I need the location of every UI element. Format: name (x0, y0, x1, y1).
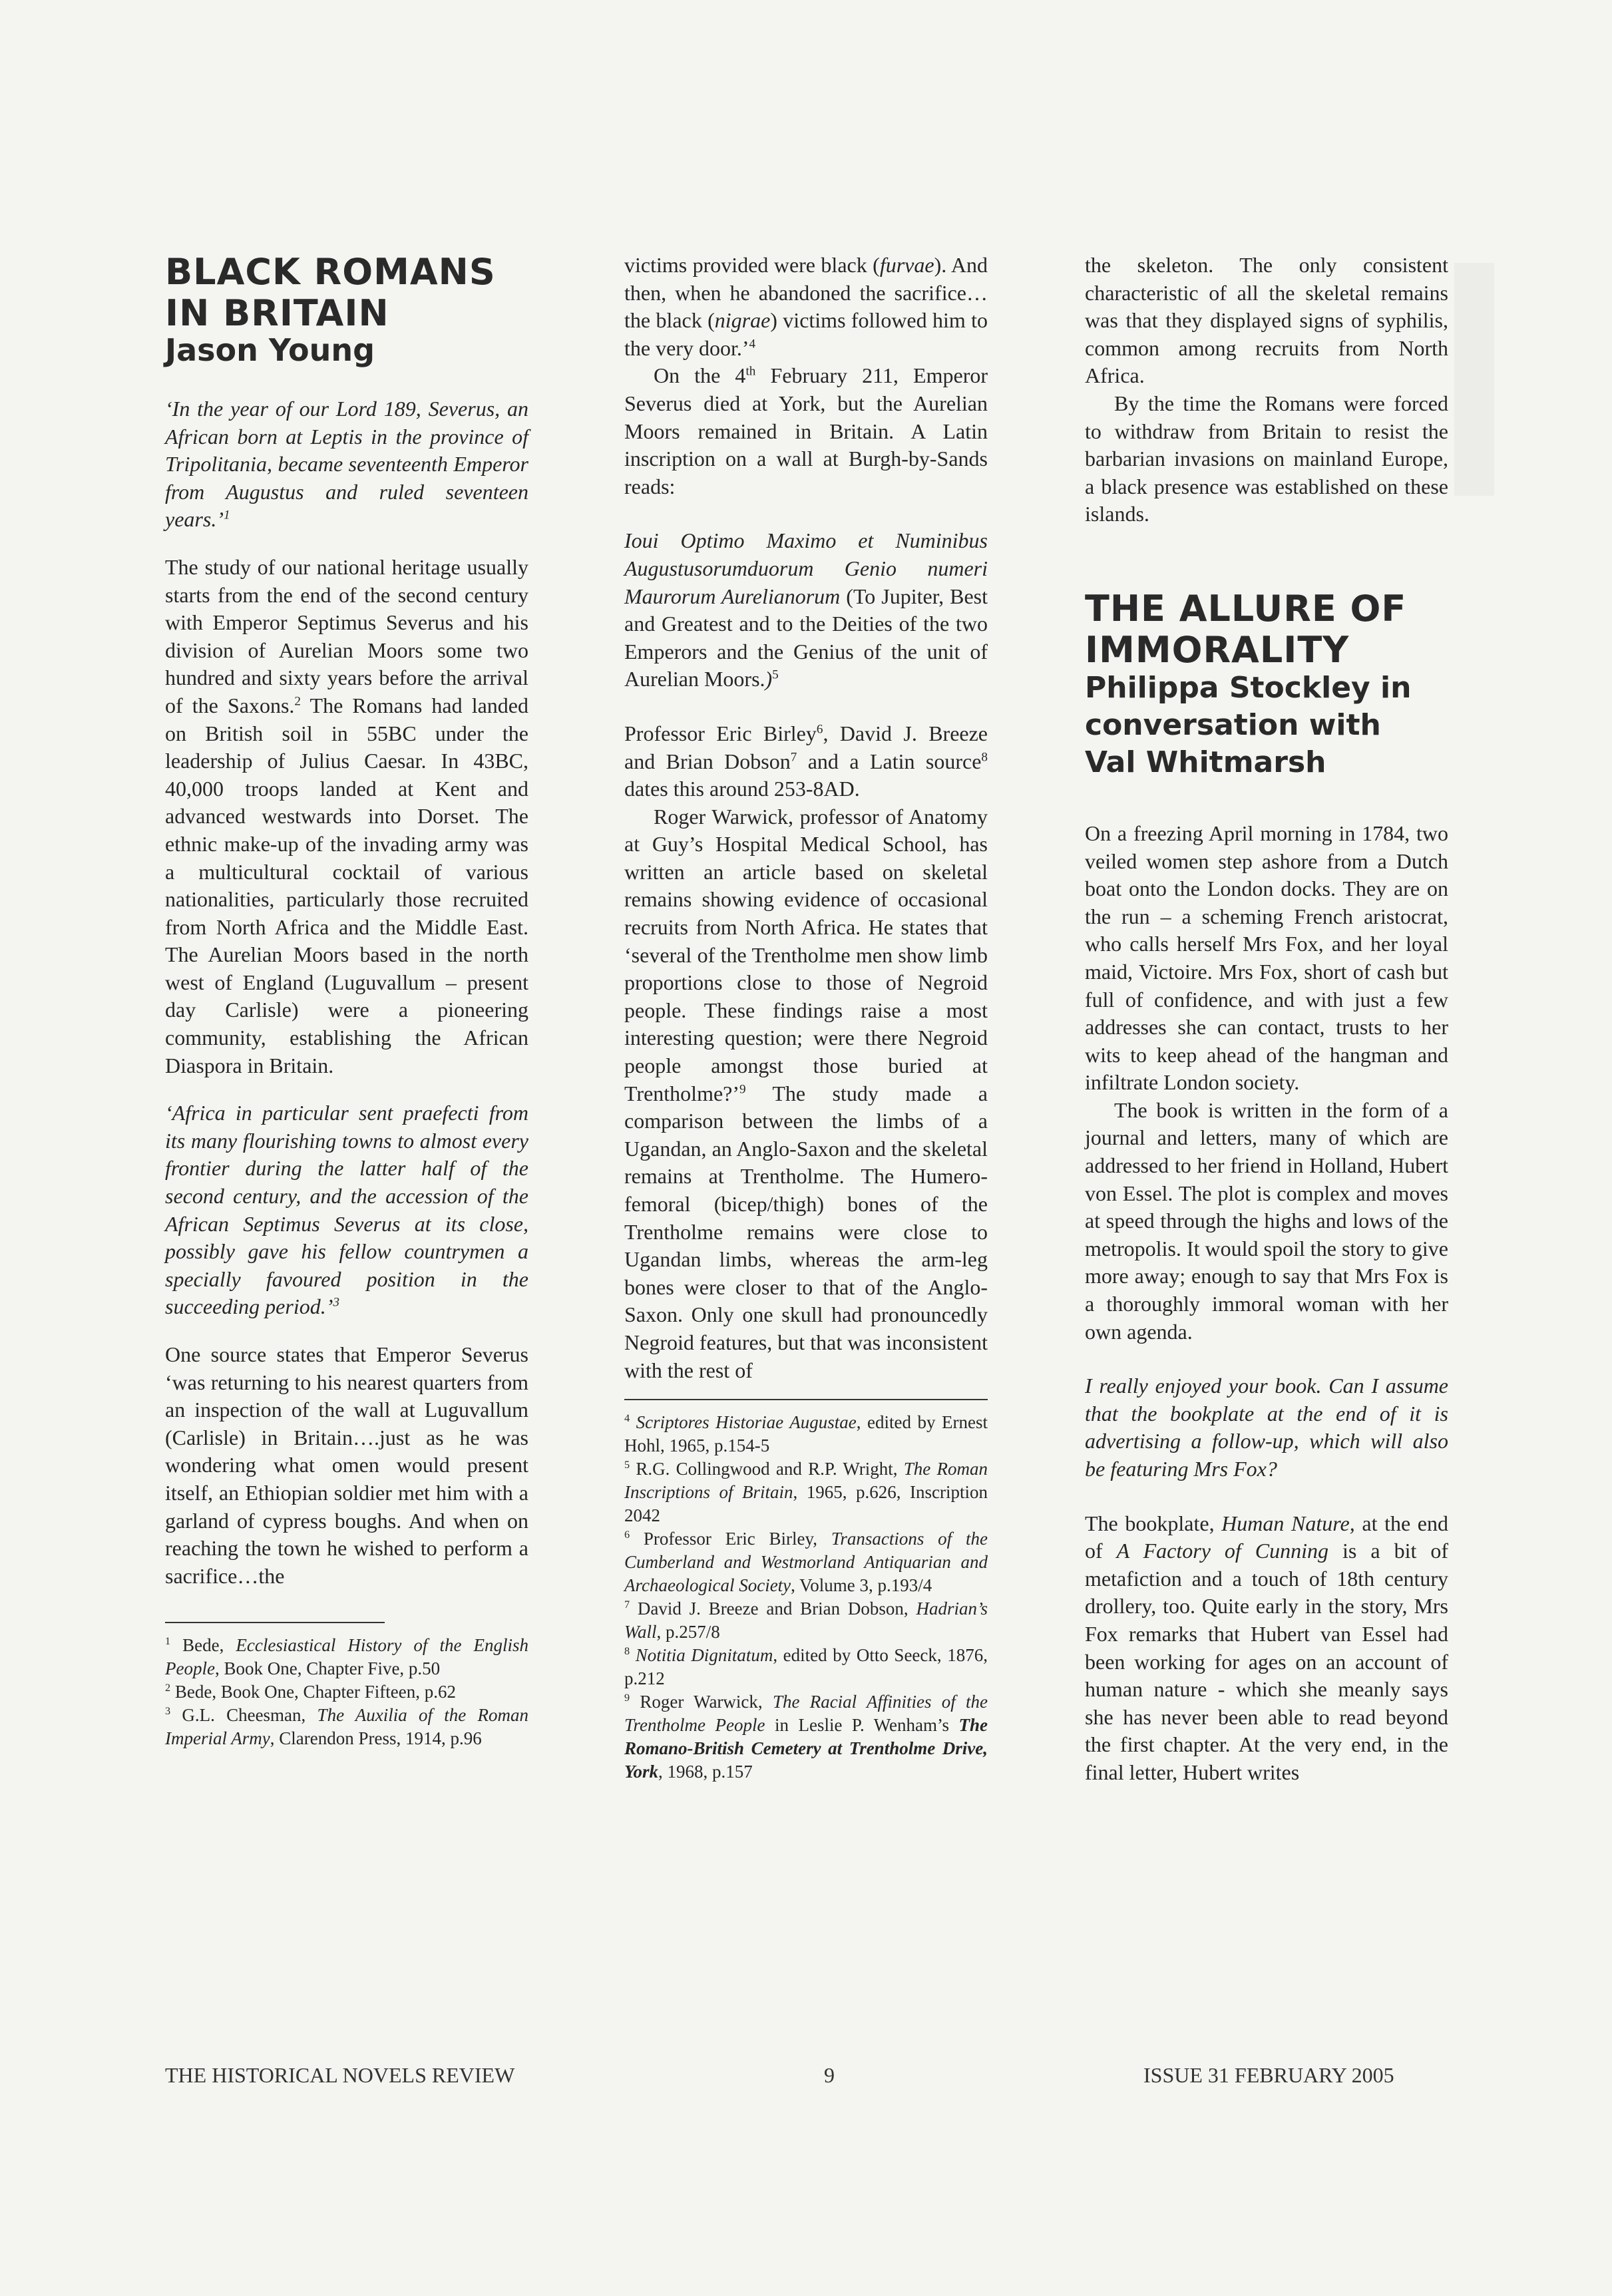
footnotes-col1 (165, 1634, 528, 1750)
africa-quote (165, 1099, 528, 1321)
footnote-ref-9: 9 (739, 1081, 746, 1096)
interview-question: I really enjoyed your book. Can I assume that the bookplate at the end of it is advertising a follow-up, which will also be featuring Mrs Fox? (1085, 1374, 1448, 1481)
footnote: $^4$ Scriptores Historiae Augustae, edited by Ernest Hohl, 1965, p.154-5 (624, 1412, 988, 1456)
footnote-ref-2: 2 (294, 694, 302, 709)
footnote-ref-6: 6 (816, 722, 823, 737)
article-title-line-1: BLACK ROMANS (165, 251, 496, 293)
footnote-ref-8: 8 (981, 749, 988, 764)
body-paragraph: Professor Eric Birley$^6$, David J. Breeze and Brian Dobson$^7$ and a Latin source$^8$ dates this around 253-8AD. (624, 721, 988, 801)
interview-title-line-2: IMMORALITY (1085, 628, 1350, 671)
article-title-line-2: IN BRITAIN (165, 292, 389, 334)
body-paragraph: By the time the Romans were forced to withdraw from Britain to resist the barbarian invasions on mainland Europe, a black presence was established on these islands. (1085, 391, 1448, 526)
column-2 (624, 252, 988, 1784)
opening-quote (165, 395, 528, 534)
byline-line-2: conversation with (1085, 707, 1381, 742)
footnotes-col2 (624, 1411, 988, 1784)
footnote: $^6$ Professor Eric Birley, Transactions of the Cumberland and Westmorland Antiquarian and Archaeological Society, Volume 3, p.193/4 (624, 1529, 988, 1596)
opening-quote-text: ‘In the year of our Lord 189, Severus, an African born at Leptis in the province of Tripolitania, became seventeenth Emperor from Augustus and ruled seventeen years.’ (165, 397, 528, 532)
byline-line-3: Val Whitmarsh (1085, 745, 1326, 779)
footer-publication: THE HISTORICAL NOVELS REVIEW (165, 2063, 515, 2087)
article-title (165, 252, 528, 334)
byline-line-1: Philippa Stockley in (1085, 670, 1412, 705)
interview-byline (1085, 670, 1448, 781)
interview-title (1085, 588, 1448, 671)
body-paragraph: One source states that Emperor Severus ‘was returning to his nearest quarters from an inspection of the wall at Luguvallum (Carlisle) in Britain….just as he was wondering what omen would present itself, an Ethiopian soldier met him with a garland of cypress boughs. And when on reaching the town he wished to perform a sacrifice…the (165, 1342, 528, 1588)
body-text: The Romans had landed on British soil in 55BC under the leadership of Julius Caesar. In 43BC, 40,000 troops landed at Kent and advanced westwards into Dorset. The ethnic make-up of the invading army was a multicultural cocktail of various nationalities, particularly those recruited from North Africa and the Middle East. The Aurelian Moors based in the north west of England (Luguvallum – present day Carlisle) were a pioneering community, establishing the African Diaspora in Britain. (165, 693, 529, 1077)
latin-inscription: Ioui Optimo Maximo et Numinibus Augustusorumduorum Genio numeri Maurorum Aurelianorum (To Jupiter, Best and Greatest and to the Deities of the two Emperors and the Genius of the unit of Aurelian Moors.)$^5$ (624, 528, 988, 691)
body-paragraph: On the 4th February 211, Emperor Severus died at York, but the Aurelian Moors remained in Britain. A Latin inscription on a wall at Burgh-by-Sands reads: (624, 363, 988, 498)
footnote: $^9$ Roger Warwick, The Racial Affinities of the Trentholme People in Leslie P. Wenham’s The Romano-British Cemetery at Trentholme Drive, York, 1968, p.157 (624, 1692, 988, 1782)
footnote-ref-1: 1 (223, 508, 230, 522)
term-furvae: furvae (879, 253, 934, 277)
footer-issue: ISSUE 31 FEBRUARY 2005 (1143, 2063, 1394, 2087)
book-title: Human Nature, (1221, 1511, 1355, 1535)
footnote: $^2$ Bede, Book One, Chapter Fifteen, p.62 (165, 1682, 457, 1702)
body-paragraph (165, 554, 528, 1079)
footnote-ref-3: 3 (333, 1295, 339, 1310)
footnote: $^1$ Bede, Ecclesiastical History of the English People, Book One, Chapter Five, p.50 (165, 1635, 528, 1679)
body-paragraph: Roger Warwick, professor of Anatomy at Guy’s Hospital Medical School, has written an article based on skeletal remains showing evidence of occasional recruits from North Africa. He states that ‘several of the Trentholme men show limb proportions close to those of Negroid people. These findings raise a most interesting question; were there Negroid people amongst those buried at Trentholme?’$^9$ The study made a comparison between the limbs of a Ugandan, an Anglo-Saxon and the skeletal remains at Trentholme. The Humero-femoral (bicep/thigh) bones of the Trentholme remains were close to Ugandan limbs, whereas the arm-leg bones were closer to that of the Anglo-Saxon. Only one skull had pronouncedly Negroid features, but that was inconsistent with the rest of (624, 804, 988, 1382)
bleed-through-shade (1454, 263, 1494, 496)
footnote: $^3$ G.L. Cheesman, The Auxilia of the Roman Imperial Army, Clarendon Press, 1914, p.96 (165, 1705, 528, 1749)
footnote-ref-4: 4 (749, 337, 756, 351)
footnote: $^8$ Notitia Dignitatum, edited by Otto Seeck, 1876, p.212 (624, 1645, 988, 1689)
interview-title-line-1: THE ALLURE OF (1085, 587, 1407, 630)
body-paragraph: the skeleton. The only consistent characteristic of all the skeletal remains was that they displayed signs of syphilis, common among recruits from North Africa. (1085, 253, 1448, 388)
interview-answer: The bookplate, Human Nature, at the end of A Factory of Cunning is a bit of metafiction and a touch of 18th century drollery, too. Quite early in the story, Mrs Fox remarks that Hubert van Essel had been working for ages on an account of human nature - which she meanly says she has never been able to read beyond the first chapter. At the very end, in the final letter, Hubert writes (1085, 1511, 1449, 1784)
footer-page-number: 9 (824, 2063, 835, 2087)
body-paragraph: The book is written in the form of a journal and letters, many of which are addressed to her friend in Holland, Hubert von Essel. The plot is complex and moves at speed through the highs and lows of the metropolis. It would spoil the story to give more away; enough to say that Mrs Fox is a thoroughly immoral woman with her own agenda. (1085, 1097, 1448, 1344)
footnote-divider (165, 1622, 385, 1623)
term-nigrae: nigrae (714, 308, 771, 333)
article-author: Jason Young (165, 332, 375, 368)
latin-text: Ioui Optimo Maximo et Numinibus Augustusorumduorum Genio numeri Maurorum Aurelianorum (624, 528, 988, 608)
footnote: $^7$ David J. Breeze and Brian Dobson, Hadrian’s Wall, p.257/8 (624, 1599, 988, 1642)
body-paragraph: victims provided were black (furvae). And then, when he abandoned the sacrifice…the black (nigrae) victims followed him to the very door.’$^4$ (624, 253, 988, 360)
footnote-divider (624, 1399, 988, 1400)
book-title: A Factory of Cunning (1116, 1539, 1329, 1563)
column-3 (1085, 252, 1448, 1787)
footnote: $^5$ R.G. Collingwood and R.P. Wright, The Roman Inscriptions of Britain, 1965, p.626, Inscription 2042 (624, 1459, 988, 1526)
body-text: The study of our national heritage usually starts from the end of the second century with Emperor Septimus Severus and his division of Aurelian Moors some two hundred and sixty years before the arrival of the Saxons. (165, 554, 528, 717)
body-paragraph: On a freezing April morning in 1784, two veiled women step ashore from a Dutch boat onto the London docks. They are on the run – a scheming French aristocrat, who calls herself Mrs Fox, and her loyal maid, Victoire. Mrs Fox, short of cash but full of confidence, and with just a few addresses she can contact, trusts to her wits to keep ahead of the hangman and infiltrate London society. (1085, 821, 1448, 1095)
footnote-ref-5: 5 (772, 668, 779, 682)
column-1 (165, 252, 528, 1750)
africa-quote-text: ‘Africa in particular sent praefecti from its many flourishing towns to almost every frontier during the latter half of the second century, and the accession of the African Septimus Severus at its close, possibly gave his fellow countrymen a specially favoured position in the succeeding period.’ (165, 1101, 528, 1319)
footnote-ref-7: 7 (790, 749, 797, 764)
